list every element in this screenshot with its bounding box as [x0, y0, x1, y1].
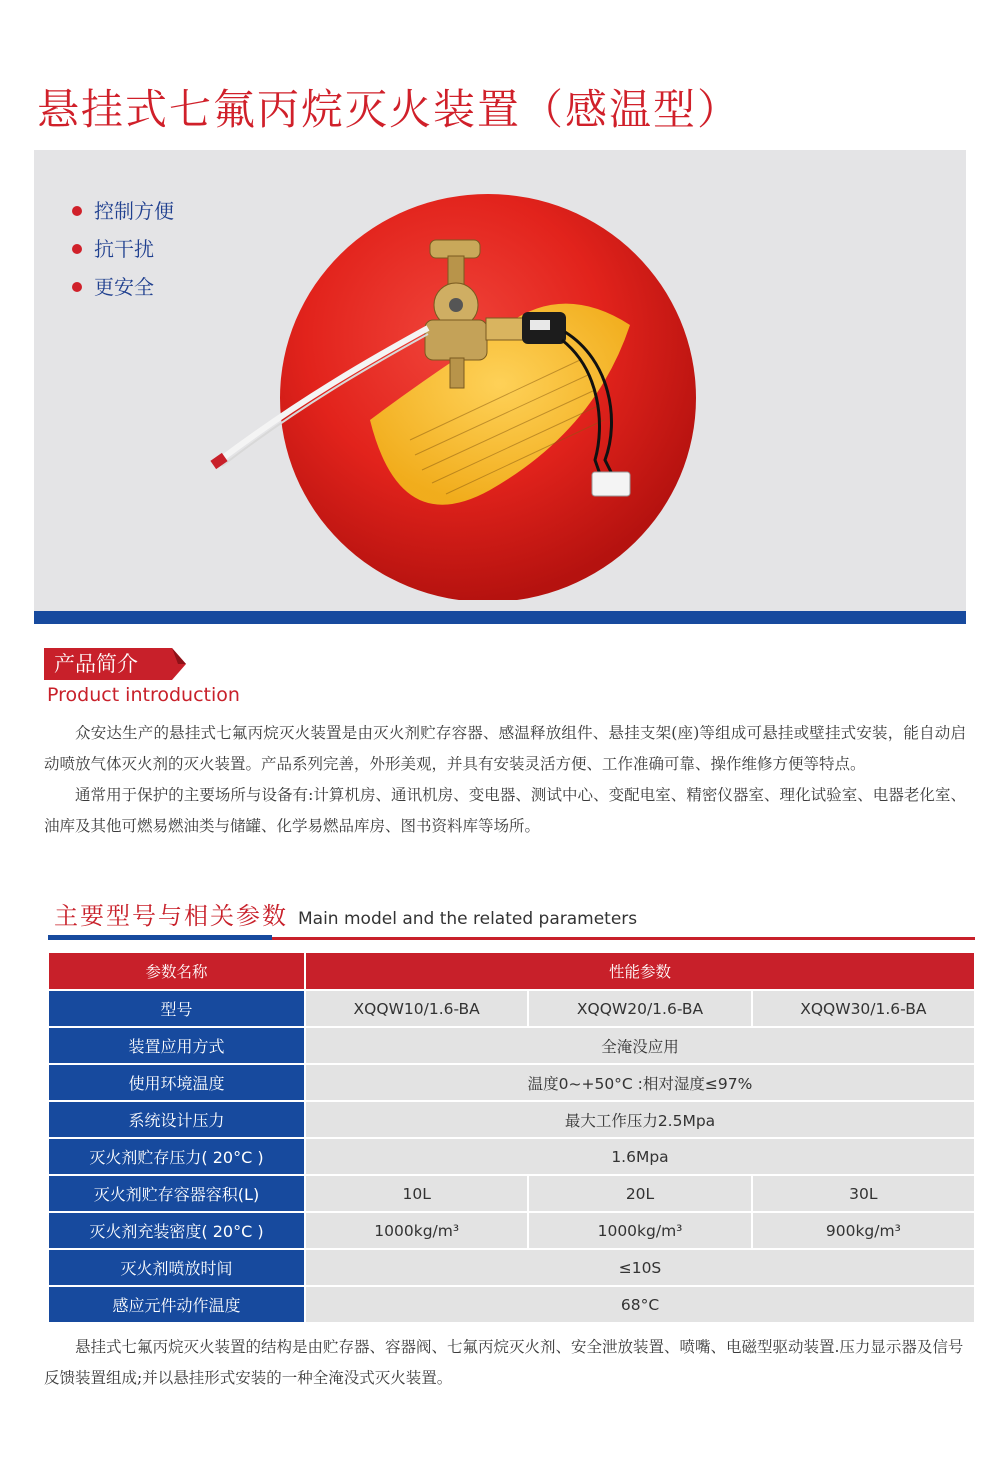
- param-name: 感应元件动作温度: [49, 1287, 304, 1322]
- table-row: [49, 1102, 974, 1137]
- feature-item: 抗干扰: [72, 230, 174, 268]
- feature-list: [72, 192, 174, 306]
- param-value: 30L: [753, 1176, 974, 1211]
- param-value: 900kg/m³: [753, 1213, 974, 1248]
- param-name: 系统设计压力: [49, 1102, 304, 1137]
- intro-paragraph: 通常用于保护的主要场所与设备有:计算机房、通讯机房、变电器、测试中心、变配电室、精密仪器室、理化试验室、电器老化室、油库及其他可燃易燃油类与储罐、化学易燃品库房、图书资料库等场所。: [44, 786, 966, 835]
- bullet-icon: [72, 282, 82, 292]
- intro-paragraph: 众安达生产的悬挂式七氟丙烷灭火装置是由灭火剂贮存容器、感温释放组件、悬挂支架(座)等组成可悬挂或壁挂式安装，能自动启动喷放气体灭火剂的灭火装置。产品系列完善，外形美观，并具有安装灵活方便、工作准确可靠、操作维修方便等特点。: [44, 724, 966, 773]
- params-table: [47, 951, 976, 1324]
- param-value: 全淹没应用: [306, 1028, 974, 1063]
- params-heading: 主要型号与相关参数: [54, 902, 288, 930]
- param-value: 1000kg/m³: [306, 1213, 527, 1248]
- param-value: XQQW20/1.6-BA: [529, 991, 750, 1026]
- outro-paragraph: 悬挂式七氟丙烷灭火装置的结构是由贮存器、容器阀、七氟丙烷灭火剂、安全泄放装置、喷嘴、电磁型驱动装置.压力显示器及信号反馈装置组成;并以悬挂形式安装的一种全淹没式灭火装置。: [44, 1338, 964, 1387]
- param-name: 型号: [49, 991, 304, 1026]
- header-cell: 性能参数: [306, 953, 974, 989]
- table-row: [49, 1213, 974, 1248]
- param-value: 1.6Mpa: [306, 1139, 974, 1174]
- table-row: [49, 1065, 974, 1100]
- param-value: 1000kg/m³: [529, 1213, 750, 1248]
- feature-item: 控制方便: [72, 192, 174, 230]
- intro-section-tag: [44, 648, 184, 680]
- param-name: 灭火剂充装密度( 20°C ): [49, 1213, 304, 1248]
- param-name: 使用环境温度: [49, 1065, 304, 1100]
- param-value: XQQW30/1.6-BA: [753, 991, 974, 1026]
- page-title: 悬挂式七氟丙烷灭火装置（感温型）: [37, 85, 742, 134]
- param-name: 灭火剂贮存容器容积(L): [49, 1176, 304, 1211]
- outro-text: [44, 1332, 966, 1394]
- table-row: [49, 1139, 974, 1174]
- param-name: 灭火剂喷放时间: [49, 1250, 304, 1285]
- feature-item: 更安全: [72, 268, 174, 306]
- param-value: 20L: [529, 1176, 750, 1211]
- param-value: 68°C: [306, 1287, 974, 1322]
- params-subheading: Main model and the related parameters: [298, 909, 638, 929]
- param-name: 装置应用方式: [49, 1028, 304, 1063]
- table-row: [49, 1028, 974, 1063]
- bullet-icon: [72, 206, 82, 216]
- intro-heading: 产品简介: [54, 652, 138, 676]
- param-value: ≤10S: [306, 1250, 974, 1285]
- intro-text: [44, 718, 966, 842]
- intro-subheading: Product introduction: [47, 684, 240, 706]
- table-row: [49, 1287, 974, 1322]
- hero-divider-bar: [34, 611, 966, 624]
- param-name: 灭火剂贮存压力( 20°C ): [49, 1139, 304, 1174]
- param-value: XQQW10/1.6-BA: [306, 991, 527, 1026]
- table-row: [49, 1250, 974, 1285]
- bullet-icon: [72, 244, 82, 254]
- header-cell: 参数名称: [49, 953, 304, 989]
- table-row: [49, 1176, 974, 1211]
- table-row: [49, 991, 974, 1026]
- params-section-heading: [54, 896, 637, 931]
- product-image: [200, 160, 720, 600]
- param-value: 10L: [306, 1176, 527, 1211]
- table-header-row: [49, 953, 974, 989]
- section-divider-accent: [48, 935, 272, 940]
- param-value: 温度0~+50°C :相对湿度≤97%: [306, 1065, 974, 1100]
- param-value: 最大工作压力2.5Mpa: [306, 1102, 974, 1137]
